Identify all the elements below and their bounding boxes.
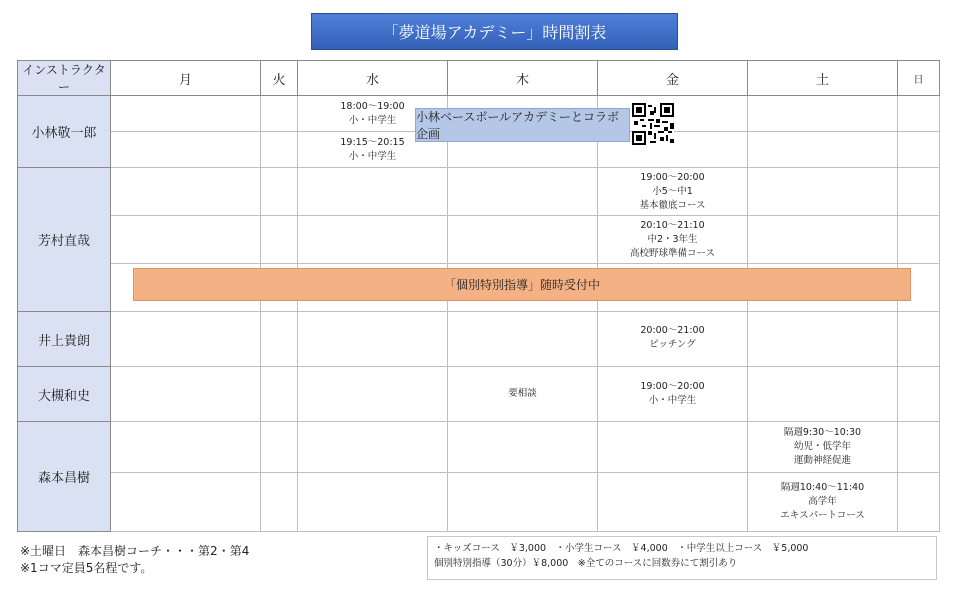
header-mon: 月 — [111, 61, 261, 96]
header-row — [18, 61, 940, 96]
header-thu: 木 — [448, 61, 598, 96]
schedule-cell: 20:10～21:10 中2・3年生 高校野球準備コース — [598, 216, 748, 264]
schedule-cell: 20:00～21:00 ピッチング — [598, 312, 748, 367]
footnote: ※1コマ定員5名程です。 — [20, 561, 153, 575]
header-instructor: インストラクター — [18, 61, 111, 96]
table-row — [18, 367, 940, 422]
price-line: 個別特別指導（30分）￥8,000 ※全てのコースに回数券にて割引あり — [434, 558, 738, 569]
footnote: ※土曜日 森本昌樹コーチ・・・第2・第4 — [20, 544, 250, 558]
header-fri: 金 — [598, 61, 748, 96]
table-row — [18, 168, 940, 216]
price-line: ・キッズコース ￥3,000 ・小学生コース ￥4,000 ・中学生以上コース ￥5,000 — [434, 543, 809, 554]
instructor-name: 芳村直哉 — [18, 168, 111, 312]
footnotes — [20, 543, 249, 577]
special-instruction-banner: 「個別特別指導」随時受付中 — [133, 268, 911, 301]
schedule-cell: 19:15～20:15 小・中学生 — [298, 132, 448, 168]
instructor-name: 大槻和史 — [18, 367, 111, 422]
instructor-name: 井上貴朗 — [18, 312, 111, 367]
schedule-cell: 19:00～20:00 小・中学生 — [598, 367, 748, 422]
page-title: 「夢道場アカデミー」時間割表 — [311, 13, 678, 50]
table-row — [18, 422, 940, 473]
header-sun: 日 — [898, 61, 940, 96]
schedule-cell: 隔週10:40～11:40 高学年 エキスパートコース — [748, 473, 898, 532]
schedule-cell: 要相談 — [448, 367, 598, 422]
table-row — [18, 216, 940, 264]
instructor-name: 森本昌樹 — [18, 422, 111, 532]
qr-code-icon — [632, 103, 674, 145]
table-row — [18, 312, 940, 367]
schedule-cell: 隔週9:30～10:30 幼児・低学年 運動神経促進 — [748, 422, 898, 473]
header-wed: 水 — [298, 61, 448, 96]
collab-banner: 小林ベースボールアカデミーとコラボ企画 — [415, 108, 630, 142]
price-box — [427, 536, 937, 580]
header-sat: 土 — [748, 61, 898, 96]
table-row — [18, 473, 940, 532]
instructor-name: 小林敬一郎 — [18, 96, 111, 168]
schedule-cell: 18:00～19:00 小・中学生 — [298, 96, 448, 132]
header-tue: 火 — [261, 61, 298, 96]
schedule-cell: 19:00～20:00 小5～中1 基本徹底コース — [598, 168, 748, 216]
